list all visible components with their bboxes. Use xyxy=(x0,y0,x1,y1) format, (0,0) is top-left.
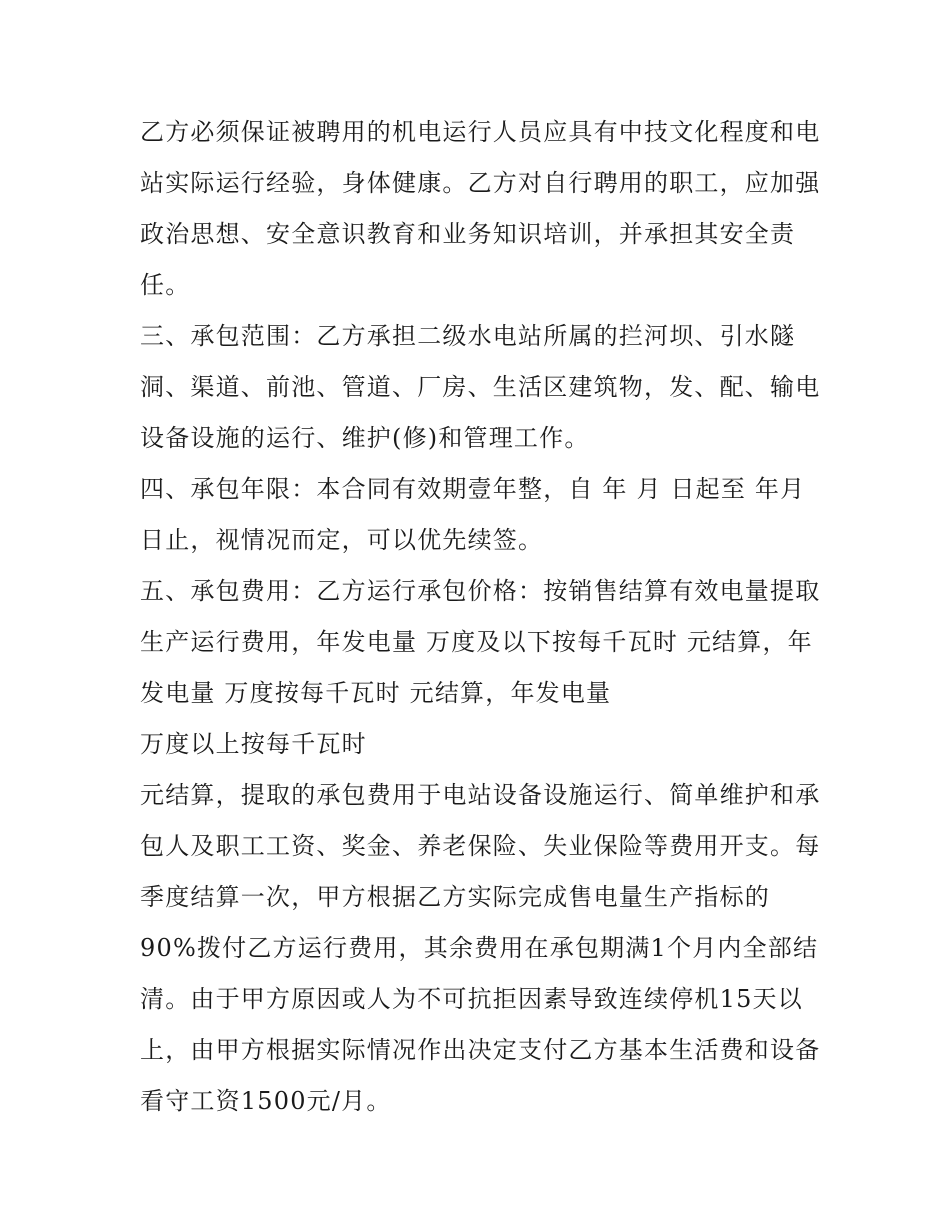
text-line: 发电量 万度按每千瓦时 元结算，年发电量 xyxy=(140,679,612,707)
text-line: 五、承包费用：乙方运行承包价格：按销售结算有效电量提取 xyxy=(140,577,821,605)
text-line: 元结算，提取的承包费用于电站设备设施运行、简单维护和承 xyxy=(140,781,821,809)
text-line: 生产运行费用，年发电量 万度及以下按每千瓦时 元结算，年 xyxy=(140,628,813,656)
contract-body-text xyxy=(140,107,820,1127)
text-line: 任。 xyxy=(140,271,191,299)
text-line: 清。由于甲方原因或人为不可抗拒因素导致连续停机15天以 xyxy=(140,985,803,1013)
text-line: 政治思想、安全意识教育和业务知识培训，并承担其安全责 xyxy=(140,220,796,248)
text-line: 四、承包年限：本合同有效期壹年整，自 年 月 日起至 年月 xyxy=(140,475,806,503)
text-line: 乙方必须保证被聘用的机电运行人员应具有中技文化程度和电 xyxy=(140,118,821,146)
text-line: 洞、渠道、前池、管道、厂房、生活区建筑物，发、配、输电 xyxy=(140,373,821,401)
text-line: 设备设施的运行、维护(修)和管理工作。 xyxy=(140,424,590,452)
text-line: 看守工资1500元/月。 xyxy=(140,1087,392,1115)
text-line: 站实际运行经验，身体健康。乙方对自行聘用的职工，应加强 xyxy=(140,169,821,197)
text-line: 季度结算一次，甲方根据乙方实际完成售电量生产指标的 xyxy=(140,883,770,911)
text-line: 上，由甲方根据实际情况作出决定支付乙方基本生活费和设备 xyxy=(140,1036,821,1064)
text-line: 90%拨付乙方运行费用，其余费用在承包期满1个月内全部结 xyxy=(140,934,819,962)
text-line: 包人及职工工资、奖金、养老保险、失业保险等费用开支。每 xyxy=(140,832,821,860)
text-line: 日止，视情况而定，可以优先续签。 xyxy=(140,526,544,554)
text-line: 万度以上按每千瓦时 xyxy=(140,730,367,758)
text-line: 三、承包范围：乙方承担二级水电站所属的拦河坝、引水隧 xyxy=(140,322,796,350)
